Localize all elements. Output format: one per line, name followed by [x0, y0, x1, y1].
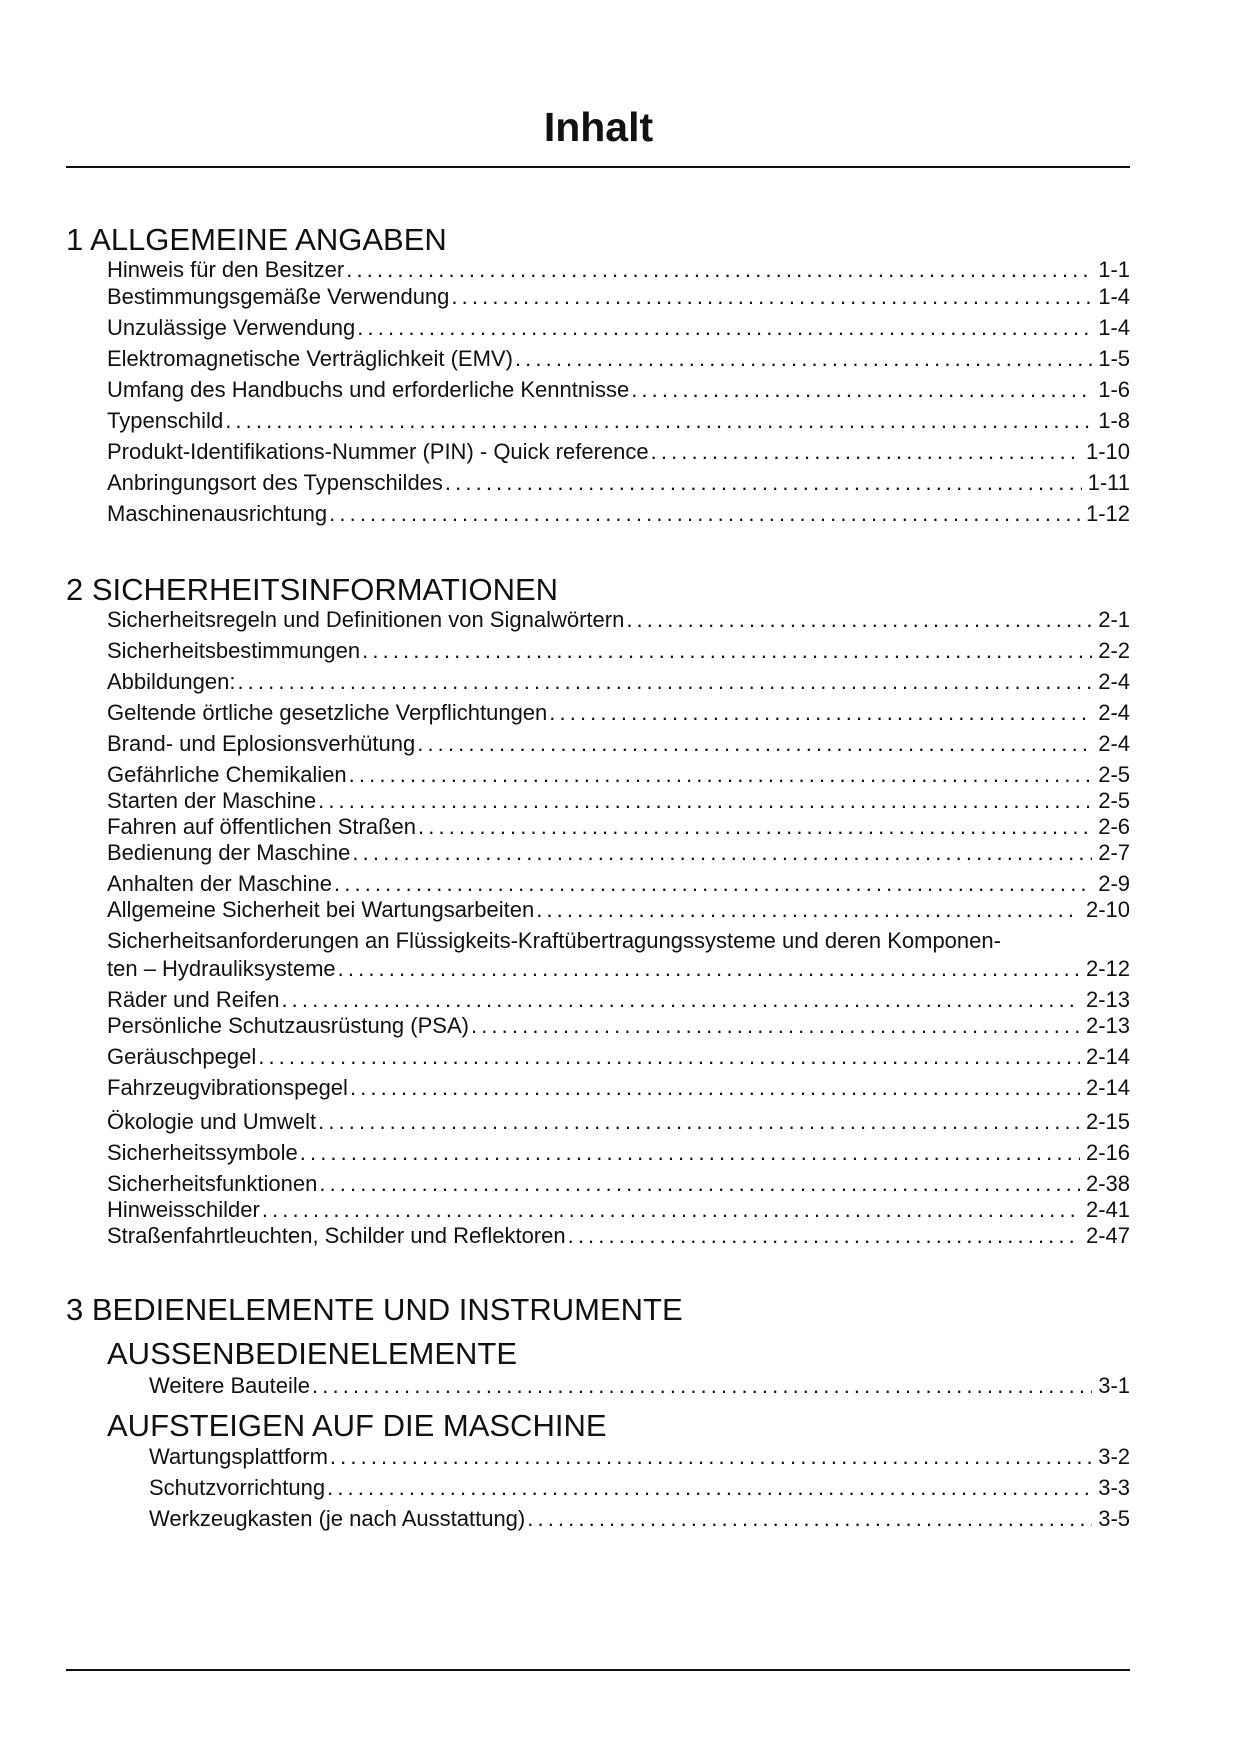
toc-entry[interactable] [107, 470, 1130, 496]
toc-entry-page: 2-15 [1085, 1109, 1130, 1134]
toc-entry-label: Brand- und Eplosionsverhütung [107, 731, 416, 756]
toc-entry-label: Sicherheitssymbole [107, 1140, 298, 1165]
toc-entry[interactable] [107, 607, 1130, 633]
toc-entry-label: Maschinenausrichtung [107, 501, 328, 526]
toc-entry-page: 1-4 [1098, 284, 1130, 309]
toc-entry[interactable] [107, 1223, 1130, 1249]
dot-leader [362, 638, 1092, 664]
toc-entry-page: 2-1 [1098, 607, 1130, 632]
toc-entry-page: 2-5 [1098, 762, 1130, 787]
dot-leader [536, 897, 1080, 923]
toc-entry[interactable] [107, 1044, 1130, 1070]
dot-leader [349, 762, 1093, 788]
toc-entry-label: Anbringungsort des Typenschildes [107, 470, 443, 495]
dot-leader [338, 956, 1080, 982]
dot-leader [651, 439, 1080, 465]
toc-entry-page: 2-9 [1098, 871, 1130, 896]
toc-entry-page: 1-11 [1087, 470, 1130, 495]
toc-entry-label: Starten der Maschine [107, 788, 317, 813]
toc-entry-page: 1-12 [1085, 501, 1130, 526]
toc-entry-label: Gefährliche Chemikalien [107, 762, 347, 787]
dot-leader [527, 1506, 1092, 1532]
toc-entry-label: Typenschild [107, 408, 224, 433]
toc-entry-page: 1-1 [1098, 257, 1130, 282]
toc-entry-label: Persönliche Schutzausrüstung (PSA) [107, 1013, 469, 1038]
dot-leader [329, 501, 1080, 527]
dot-leader [312, 1373, 1092, 1399]
toc-entry-page: 2-4 [1098, 700, 1130, 725]
dot-leader [327, 1475, 1092, 1501]
toc-entry-page: 2-6 [1098, 814, 1130, 839]
dot-leader [445, 470, 1082, 496]
toc-entry[interactable] [107, 501, 1130, 527]
toc-entry-page: 2-38 [1085, 1171, 1130, 1196]
dot-leader [346, 257, 1092, 283]
dot-leader [330, 1444, 1092, 1470]
dot-leader [471, 1013, 1080, 1039]
toc-entry-label: Bedienung der Maschine [107, 840, 351, 865]
toc-entry[interactable] [107, 377, 1130, 403]
footer-rule [66, 1669, 1130, 1671]
toc-entry-label-line[interactable]: Sicherheitsanforderungen an Flüssigkeits-Kraftübertragungssysteme und deren Komponen- [107, 928, 1001, 953]
toc-entry-page: 2-47 [1085, 1223, 1130, 1248]
toc-entry-label: Unzulässige Verwendung [107, 315, 356, 340]
toc-entry[interactable] [107, 315, 1130, 341]
dot-leader [318, 788, 1092, 814]
toc-entry-label: Geltende örtliche gesetzliche Verpflichtungen [107, 700, 548, 725]
toc-entry-page: 2-13 [1085, 987, 1130, 1012]
toc-entry-label: Umfang des Handbuchs und erforderliche Kenntnisse [107, 377, 630, 402]
toc-entry-page: 2-13 [1085, 1013, 1130, 1038]
toc-entry-label: Bestimmungsgemäße Verwendung [107, 284, 450, 309]
toc-entry[interactable] [107, 871, 1130, 897]
toc-entry[interactable] [107, 284, 1130, 310]
toc-entry[interactable] [107, 987, 1130, 1013]
toc-entry[interactable] [107, 700, 1130, 726]
toc-entry-label: Fahrzeugvibrationspegel [107, 1075, 348, 1100]
dot-leader [262, 1197, 1080, 1223]
toc-entry-label: Abbildungen: [107, 669, 236, 694]
toc-entry-label: Geräuschpegel [107, 1044, 257, 1069]
toc-entry-page: 3-5 [1098, 1506, 1130, 1531]
toc-entry-label: ten – Hydrauliksysteme [107, 956, 336, 981]
toc-entry-page: 2-12 [1085, 956, 1130, 981]
toc-entry[interactable] [107, 788, 1130, 814]
toc-entry[interactable] [107, 840, 1130, 866]
toc-entry-page: 2-14 [1085, 1075, 1130, 1100]
dot-leader [417, 731, 1092, 757]
toc-entry[interactable] [107, 638, 1130, 664]
toc-entry[interactable] [107, 1197, 1130, 1223]
toc-entry[interactable] [107, 1140, 1130, 1166]
toc-entry[interactable] [107, 1171, 1130, 1197]
dot-leader [225, 408, 1092, 434]
dot-leader [334, 871, 1092, 897]
chapter-heading[interactable]: 3 BEDIENELEMENTE UND INSTRUMENTE [66, 1292, 683, 1327]
toc-entry[interactable] [107, 1013, 1130, 1039]
toc-entry[interactable] [107, 1075, 1130, 1101]
toc-entry-label: Fahren auf öffentlichen Straßen [107, 814, 417, 839]
toc-entry[interactable] [107, 669, 1130, 695]
dot-leader [418, 814, 1092, 840]
chapter-heading[interactable]: 1 ALLGEMEINE ANGABEN [66, 222, 447, 257]
toc-entry-page: 1-4 [1098, 315, 1130, 340]
dot-leader [319, 1171, 1080, 1197]
toc-entry-label: Hinweisschilder [107, 1197, 260, 1222]
toc-entry[interactable] [107, 439, 1130, 465]
toc-entry-label: Hinweis für den Besitzer [107, 257, 345, 282]
section-heading[interactable]: AUFSTEIGEN AUF DIE MASCHINE [107, 1408, 607, 1443]
page-title: Inhalt [543, 104, 654, 150]
toc-entry-page: 3-3 [1098, 1475, 1130, 1500]
toc-entry-label: Allgemeine Sicherheit bei Wartungsarbeiten [107, 897, 535, 922]
toc-entry[interactable] [107, 731, 1130, 757]
dot-leader [350, 1075, 1080, 1101]
dot-leader [357, 315, 1092, 341]
toc-entry-label: Anhalten der Maschine [107, 871, 333, 896]
dot-leader [258, 1044, 1080, 1070]
toc-entry-page: 2-2 [1098, 638, 1130, 663]
toc-entry-label: Produkt-Identifikations-Nummer (PIN) - Quick reference [107, 439, 649, 464]
section-heading[interactable]: AUSSENBEDIENELEMENTE [107, 1336, 517, 1371]
toc-entry-page: 2-4 [1098, 731, 1130, 756]
toc-entry-label: Weitere Bauteile [149, 1373, 311, 1398]
toc-entry[interactable] [149, 1475, 1130, 1501]
toc-entry[interactable] [107, 956, 1130, 982]
toc-entry[interactable] [107, 814, 1130, 840]
toc-entry[interactable] [107, 762, 1130, 788]
toc-entry-page: 1-6 [1098, 377, 1130, 402]
toc-entry[interactable] [107, 1109, 1130, 1135]
dot-leader [515, 346, 1092, 372]
toc-entry-page: 2-14 [1085, 1044, 1130, 1069]
toc-entry-label: Ökologie und Umwelt [107, 1109, 317, 1134]
toc-entry-label: Werkzeugkasten (je nach Ausstattung) [149, 1506, 526, 1531]
toc-entry-label: Straßenfahrtleuchten, Schilder und Reflektoren [107, 1223, 566, 1248]
dot-leader [549, 700, 1092, 726]
toc-entry[interactable] [107, 346, 1130, 372]
toc-entry-page: 3-1 [1098, 1373, 1130, 1398]
toc-entry[interactable] [149, 1444, 1130, 1470]
toc-entry-label: Schutzvorrichtung [149, 1475, 326, 1500]
toc-entry-label: Elektromagnetische Verträglichkeit (EMV) [107, 346, 513, 371]
toc-entry-page: 1-8 [1098, 408, 1130, 433]
dot-leader [318, 1109, 1080, 1135]
toc-entry-label: Wartungsplattform [149, 1444, 328, 1469]
toc-entry[interactable] [149, 1506, 1130, 1532]
dot-leader [237, 669, 1092, 695]
dot-leader [281, 987, 1080, 1013]
toc-entry[interactable] [149, 1373, 1130, 1399]
dot-leader [626, 607, 1092, 633]
chapter-heading[interactable]: 2 SICHERHEITSINFORMATIONEN [66, 572, 559, 607]
toc-entry-page: 2-5 [1098, 788, 1130, 813]
dot-leader [568, 1223, 1080, 1249]
toc-entry-page: 2-7 [1098, 840, 1130, 865]
dot-leader [631, 377, 1092, 403]
toc-entry-page: 2-4 [1098, 669, 1130, 694]
dot-leader [352, 840, 1092, 866]
header-rule [66, 166, 1130, 168]
dot-leader [300, 1140, 1080, 1166]
dot-leader [451, 284, 1092, 310]
toc-entry[interactable] [107, 257, 1130, 283]
toc-entry-page: 2-10 [1085, 897, 1130, 922]
toc-entry-page: 1-5 [1098, 346, 1130, 371]
toc-entry-page: 1-10 [1085, 439, 1130, 464]
toc-entry-page: 3-2 [1098, 1444, 1130, 1469]
toc-entry-page: 2-41 [1085, 1197, 1130, 1222]
toc-entry-label: Sicherheitsfunktionen [107, 1171, 318, 1196]
toc-entry-label: Sicherheitsregeln und Definitionen von Signalwörtern [107, 607, 625, 632]
toc-entry[interactable] [107, 897, 1130, 923]
toc-entry-label: Räder und Reifen [107, 987, 280, 1012]
toc-entry[interactable] [107, 408, 1130, 434]
toc-entry-page: 2-16 [1085, 1140, 1130, 1165]
toc-entry-label: Sicherheitsbestimmungen [107, 638, 361, 663]
